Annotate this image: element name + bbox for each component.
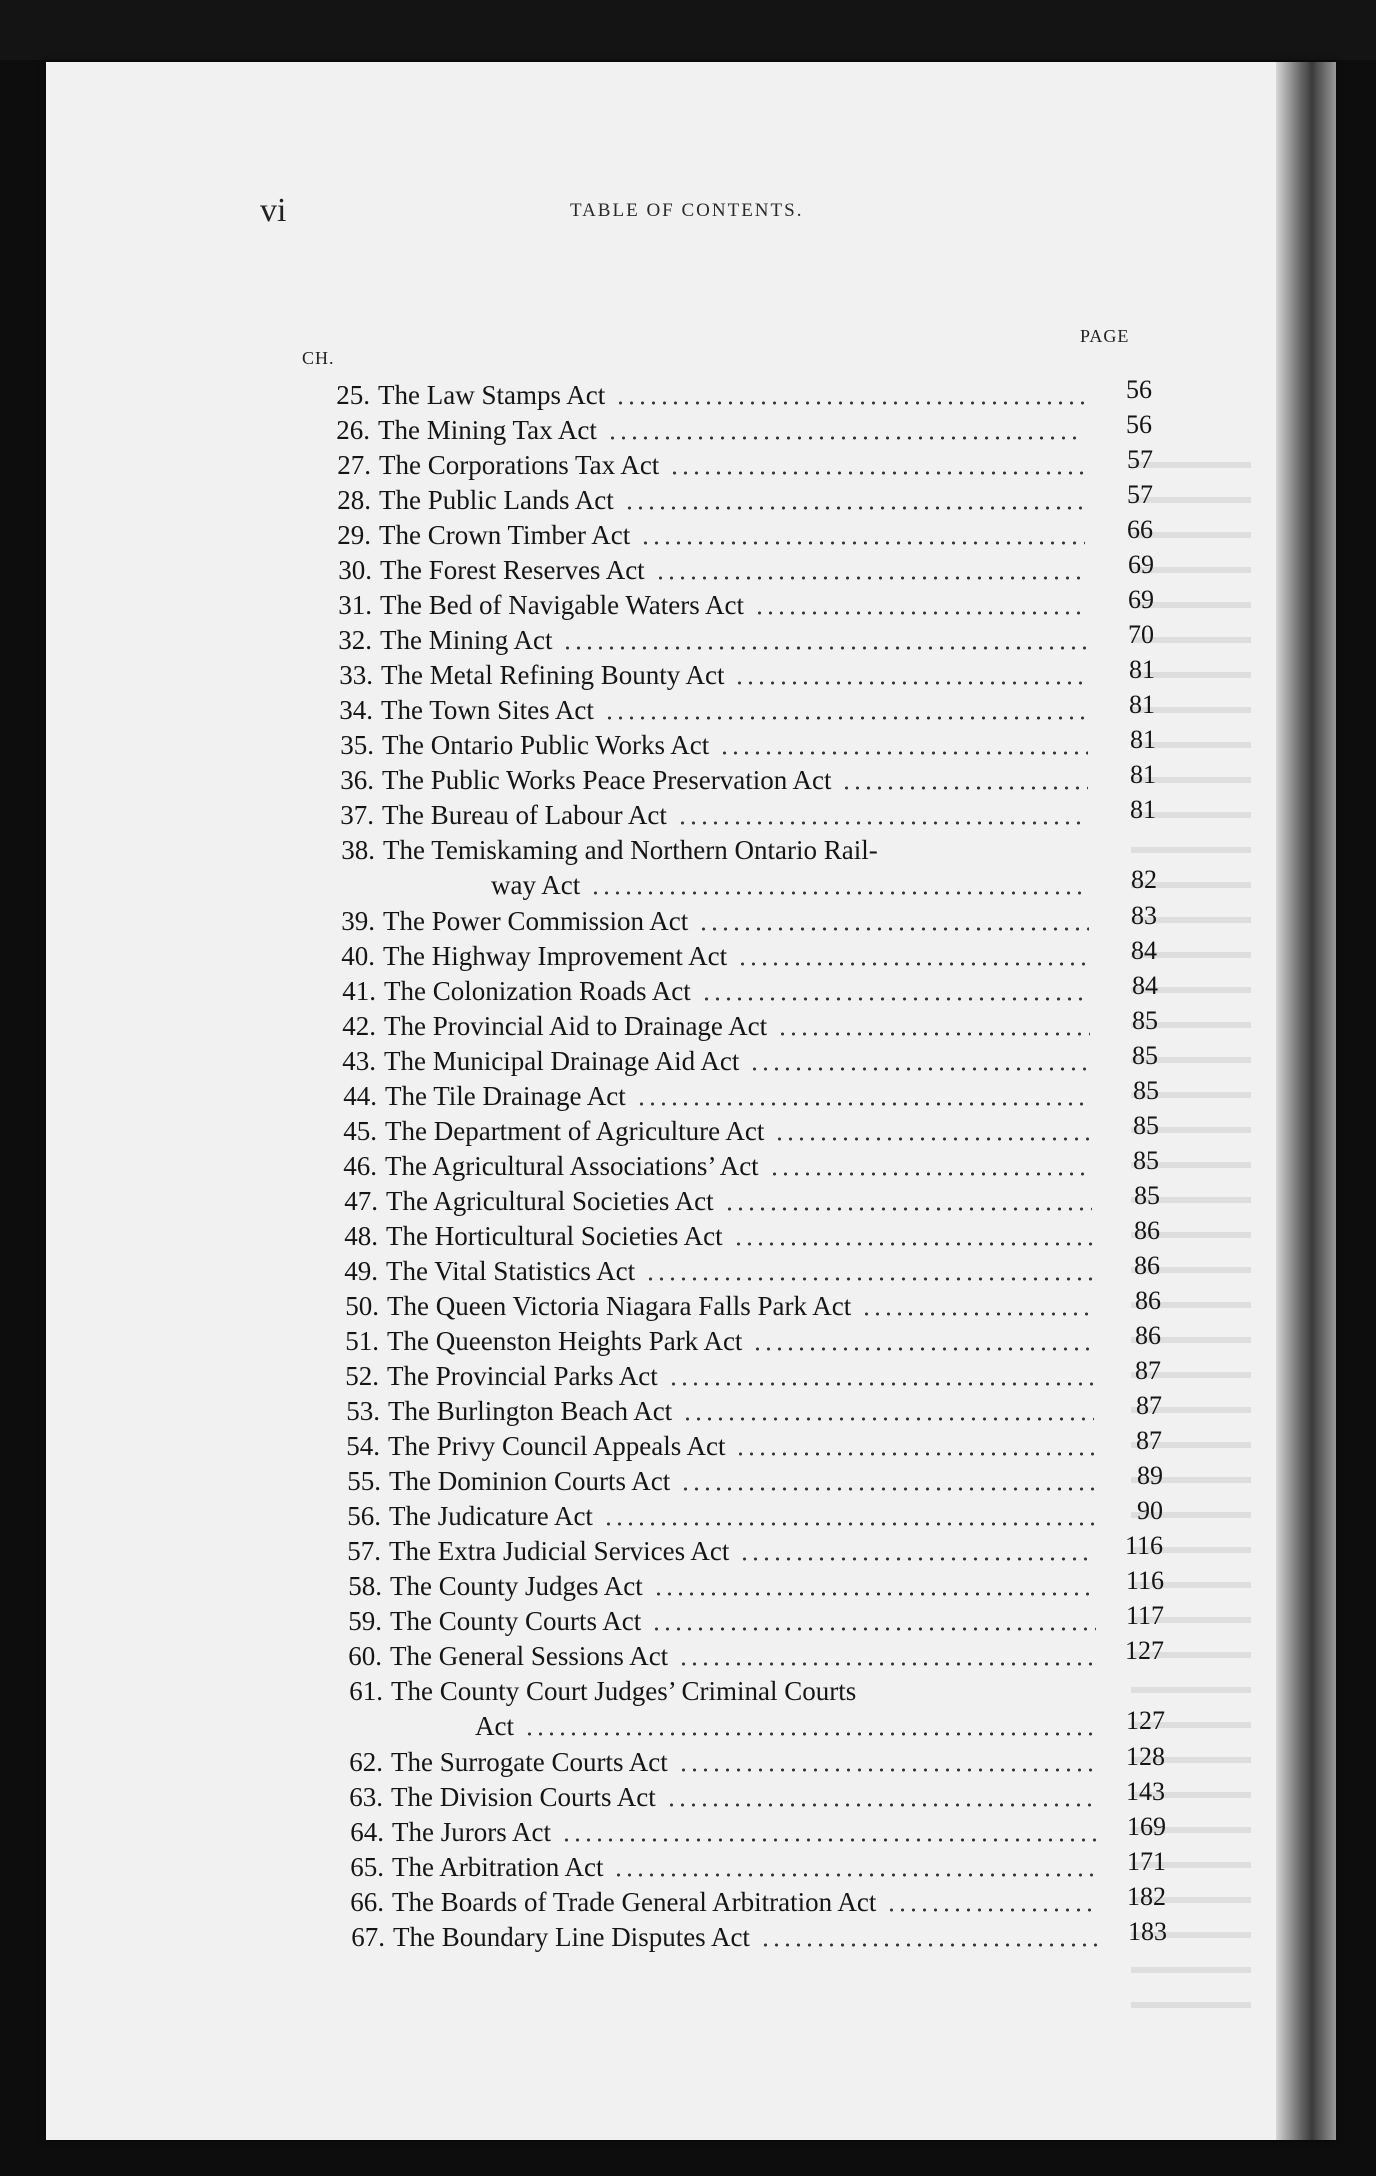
dot-leader (701, 996, 1090, 1002)
dot-leader (733, 1241, 1092, 1247)
chapter-number: 45. (343, 1116, 377, 1146)
dot-leader (678, 1767, 1097, 1773)
act-title: The Provincial Aid to Drainage Act (384, 1011, 768, 1041)
page-number: 56 (1126, 375, 1152, 404)
column-header-chapter: CH. (302, 348, 335, 368)
chapter-number: 32. (338, 625, 372, 655)
toc-entry (0, 1601, 1376, 1639)
chapter-number: 60. (348, 1641, 382, 1671)
toc-entry (0, 1742, 1376, 1780)
toc-entry (0, 410, 1376, 448)
toc-entry (0, 1216, 1376, 1254)
dot-leader (739, 1556, 1095, 1562)
dot-leader (719, 750, 1088, 756)
chapter-number: 38. (341, 835, 375, 865)
act-title: The Agricultural Associations’ Act (385, 1151, 759, 1181)
page-number: 81 (1130, 795, 1156, 824)
page-number: 169 (1127, 1812, 1166, 1841)
dot-leader (607, 435, 1084, 441)
dot-leader (590, 890, 1089, 896)
act-title: The Forest Reserves Act (380, 555, 645, 585)
act-title: The Vital Statistics Act (386, 1256, 636, 1286)
act-title: The Public Works Peace Preservation Act (382, 765, 832, 795)
act-title: The Highway Improvement Act (383, 941, 728, 971)
page-number: 85 (1133, 1146, 1159, 1175)
chapter-number: 30. (338, 555, 372, 585)
page-number: 81 (1129, 655, 1155, 684)
page-folio: vi (260, 192, 287, 229)
act-title: The Horticultural Societies Act (386, 1221, 723, 1251)
act-title: The Mining Act (380, 625, 553, 655)
dot-leader (698, 926, 1089, 932)
toc-entry (0, 1146, 1376, 1184)
running-head-title: TABLE OF CONTENTS. (570, 200, 804, 221)
dot-leader (524, 1731, 1097, 1737)
toc-entry (0, 690, 1376, 728)
act-title: The Bed of Navigable Waters Act (380, 590, 744, 620)
dot-leader (734, 680, 1087, 686)
toc-entry (0, 445, 1376, 483)
act-title: The Department of Agriculture Act (385, 1116, 765, 1146)
toc-entry (0, 1847, 1376, 1885)
act-title: The Boards of Trade General Arbitration Act (392, 1887, 877, 1917)
dot-leader (777, 1031, 1090, 1037)
chapter-number: 44. (343, 1081, 377, 1111)
chapter-number: 67. (351, 1922, 385, 1952)
page-number: 81 (1129, 690, 1155, 719)
chapter-number: 59. (348, 1606, 382, 1636)
dot-leader (737, 961, 1089, 967)
toc-entry (0, 480, 1376, 518)
toc-entry (0, 795, 1376, 833)
page-number: 171 (1127, 1847, 1166, 1876)
page-number: 85 (1132, 1006, 1158, 1035)
page-number: 69 (1128, 550, 1154, 579)
page-number: 87 (1136, 1391, 1162, 1420)
toc-entry (0, 1882, 1376, 1920)
dot-leader (561, 1837, 1098, 1843)
dot-leader (752, 1346, 1093, 1352)
chapter-number: 57. (347, 1536, 381, 1566)
act-title: The Boundary Line Disputes Act (393, 1922, 750, 1952)
dot-leader (666, 1802, 1097, 1808)
act-title: The Temiskaming and Northern Ontario Rail- (383, 835, 878, 865)
dot-leader (645, 1276, 1092, 1282)
toc-entry (0, 655, 1376, 693)
page-number: 85 (1133, 1076, 1159, 1105)
chapter-number: 51. (345, 1326, 379, 1356)
act-title-continued: way Act (491, 870, 581, 900)
dot-leader (653, 1591, 1096, 1597)
page-number: 86 (1135, 1286, 1161, 1315)
page-number: 83 (1131, 901, 1157, 930)
dot-leader (682, 1416, 1094, 1422)
page-number: 117 (1125, 1601, 1164, 1630)
chapter-number: 28. (337, 485, 371, 515)
dot-leader (774, 1136, 1091, 1142)
dot-leader (735, 1451, 1094, 1457)
chapter-number: 27. (337, 450, 371, 480)
toc-entry (0, 1812, 1376, 1850)
chapter-number: 41. (342, 976, 376, 1006)
page-number: 81 (1130, 725, 1156, 754)
page-number: 116 (1125, 1566, 1164, 1595)
toc-entry (0, 1321, 1376, 1359)
dot-leader (749, 1066, 1090, 1072)
column-header-page: PAGE (1080, 326, 1130, 346)
dot-leader (677, 820, 1088, 826)
toc-entry (0, 760, 1376, 798)
dot-leader (669, 470, 1085, 476)
toc-entry (0, 1111, 1376, 1149)
act-title: The Town Sites Act (381, 695, 594, 725)
act-title: The Burlington Beach Act (388, 1396, 673, 1426)
toc-entry (0, 1076, 1376, 1114)
toc-entry (0, 1041, 1376, 1079)
page-number: 70 (1128, 620, 1154, 649)
chapter-number: 48. (344, 1221, 378, 1251)
page-number: 69 (1128, 585, 1154, 614)
toc-entry (0, 1636, 1376, 1674)
page-number: 81 (1130, 760, 1156, 789)
page-number: 84 (1131, 936, 1157, 965)
dot-leader (615, 400, 1084, 406)
chapter-number: 49. (344, 1256, 378, 1286)
toc-entry (0, 1566, 1376, 1604)
act-title: The Jurors Act (392, 1817, 551, 1847)
page-number: 87 (1135, 1356, 1161, 1385)
act-title: The Ontario Public Works Act (382, 730, 710, 760)
chapter-number: 31. (338, 590, 372, 620)
act-title: The Metal Refining Bounty Act (381, 660, 725, 690)
toc-entry (0, 1286, 1376, 1324)
toc-entry (0, 515, 1376, 553)
page-number: 89 (1137, 1461, 1163, 1490)
chapter-number: 37. (340, 800, 374, 830)
page-number: 127 (1126, 1706, 1165, 1735)
dot-leader (613, 1872, 1098, 1878)
toc-entry (0, 550, 1376, 588)
dot-leader (640, 540, 1085, 546)
dot-leader (651, 1626, 1096, 1632)
dot-leader (861, 1311, 1093, 1317)
act-title: The Public Lands Act (379, 485, 614, 515)
act-title-continued: Act (475, 1711, 514, 1741)
page-number: 57 (1127, 480, 1153, 509)
chapter-number: 40. (341, 941, 375, 971)
act-title: The Dominion Courts Act (389, 1466, 671, 1496)
chapter-number: 25. (336, 380, 370, 410)
page-number: 128 (1126, 1742, 1165, 1771)
chapter-number: 54. (346, 1431, 380, 1461)
toc-entry (0, 1461, 1376, 1499)
dot-leader (604, 715, 1087, 721)
act-title: The County Judges Act (390, 1571, 643, 1601)
toc-entry (0, 1426, 1376, 1464)
page-number: 86 (1134, 1216, 1160, 1245)
dot-leader (655, 575, 1086, 581)
scan-background (0, 0, 1376, 60)
act-title: The Tile Drainage Act (385, 1081, 626, 1111)
act-title: The County Court Judges’ Criminal Courts (391, 1676, 857, 1706)
dot-leader (668, 1381, 1093, 1387)
page-number: 66 (1127, 515, 1153, 544)
act-title: The Crown Timber Act (379, 520, 631, 550)
page-number: 86 (1135, 1321, 1161, 1350)
chapter-number: 34. (339, 695, 373, 725)
toc-entry (0, 971, 1376, 1009)
chapter-number: 53. (346, 1396, 380, 1426)
act-title: The Queen Victoria Niagara Falls Park Act (387, 1291, 852, 1321)
page-number: 90 (1137, 1496, 1163, 1525)
chapter-number: 46. (343, 1151, 377, 1181)
toc-entry (0, 585, 1376, 623)
act-title: The Corporations Tax Act (379, 450, 660, 480)
dot-leader (724, 1206, 1092, 1212)
toc-entry (0, 1531, 1376, 1569)
act-title: The Provincial Parks Act (387, 1361, 658, 1391)
dot-leader (754, 610, 1086, 616)
page-number: 84 (1132, 971, 1158, 1000)
dot-leader (769, 1171, 1091, 1177)
chapter-number: 61. (349, 1676, 383, 1706)
toc-entry (0, 1181, 1376, 1219)
chapter-number: 58. (348, 1571, 382, 1601)
page-number: 86 (1134, 1251, 1160, 1280)
page-number: 85 (1134, 1181, 1160, 1210)
toc-entry (0, 725, 1376, 763)
chapter-number: 36. (340, 765, 374, 795)
chapter-number: 52. (345, 1361, 379, 1391)
act-title: The Municipal Drainage Aid Act (384, 1046, 740, 1076)
dot-leader (760, 1942, 1099, 1948)
toc-entry (0, 1251, 1376, 1289)
chapter-number: 65. (350, 1852, 384, 1882)
act-title: The Arbitration Act (392, 1852, 604, 1882)
act-title: The Bureau of Labour Act (382, 800, 667, 830)
toc-entry (0, 1777, 1376, 1815)
page-number: 143 (1126, 1777, 1165, 1806)
chapter-number: 63. (349, 1782, 383, 1812)
toc-entry (0, 1917, 1376, 1955)
act-title: The Law Stamps Act (378, 380, 606, 410)
act-title: The Power Commission Act (383, 906, 689, 936)
page-number: 183 (1128, 1917, 1167, 1946)
act-title: The Agricultural Societies Act (386, 1186, 714, 1216)
page-number: 127 (1125, 1636, 1164, 1665)
toc-entry (0, 936, 1376, 974)
toc-entry (0, 1006, 1376, 1044)
chapter-number: 66. (350, 1887, 384, 1917)
chapter-number: 55. (347, 1466, 381, 1496)
act-title: The Extra Judicial Services Act (389, 1536, 730, 1566)
page-number: 116 (1124, 1531, 1163, 1560)
page-number: 85 (1132, 1041, 1158, 1070)
page-number: 57 (1127, 445, 1153, 474)
toc-entry (0, 620, 1376, 658)
toc-entry (0, 1674, 1376, 1741)
chapter-number: 42. (342, 1011, 376, 1041)
toc-entry (0, 1356, 1376, 1394)
dot-leader (680, 1486, 1095, 1492)
dot-leader (678, 1661, 1096, 1667)
page-number: 56 (1126, 410, 1152, 439)
dot-leader (841, 785, 1088, 791)
chapter-number: 62. (349, 1747, 383, 1777)
page-number: 182 (1127, 1882, 1166, 1911)
act-title: The General Sessions Act (390, 1641, 669, 1671)
chapter-number: 26. (336, 415, 370, 445)
chapter-number: 56. (347, 1501, 381, 1531)
toc-entry (0, 1496, 1376, 1534)
dot-leader (562, 645, 1086, 651)
chapter-number: 29. (337, 520, 371, 550)
chapter-number: 47. (344, 1186, 378, 1216)
dot-leader (636, 1101, 1091, 1107)
chapter-number: 33. (339, 660, 373, 690)
dot-leader (603, 1521, 1095, 1527)
chapter-number: 35. (340, 730, 374, 760)
page-number: 85 (1133, 1111, 1159, 1140)
toc-entry (0, 833, 1376, 900)
toc-entry (0, 375, 1376, 413)
act-title: The Colonization Roads Act (384, 976, 691, 1006)
act-title: The Mining Tax Act (378, 415, 597, 445)
act-title: The Queenston Heights Park Act (387, 1326, 743, 1356)
chapter-number: 43. (342, 1046, 376, 1076)
act-title: The Judicature Act (389, 1501, 593, 1531)
chapter-number: 39. (341, 906, 375, 936)
toc-entry (0, 901, 1376, 939)
toc-entry (0, 1391, 1376, 1429)
act-title: The Division Courts Act (391, 1782, 656, 1812)
act-title: The County Courts Act (390, 1606, 642, 1636)
page-number: 87 (1136, 1426, 1162, 1455)
dot-leader (624, 505, 1085, 511)
act-title: The Surrogate Courts Act (391, 1747, 668, 1777)
chapter-number: 64. (350, 1817, 384, 1847)
act-title: The Privy Council Appeals Act (388, 1431, 726, 1461)
chapter-number: 50. (345, 1291, 379, 1321)
dot-leader (886, 1907, 1098, 1913)
page-number: 82 (1131, 865, 1157, 894)
